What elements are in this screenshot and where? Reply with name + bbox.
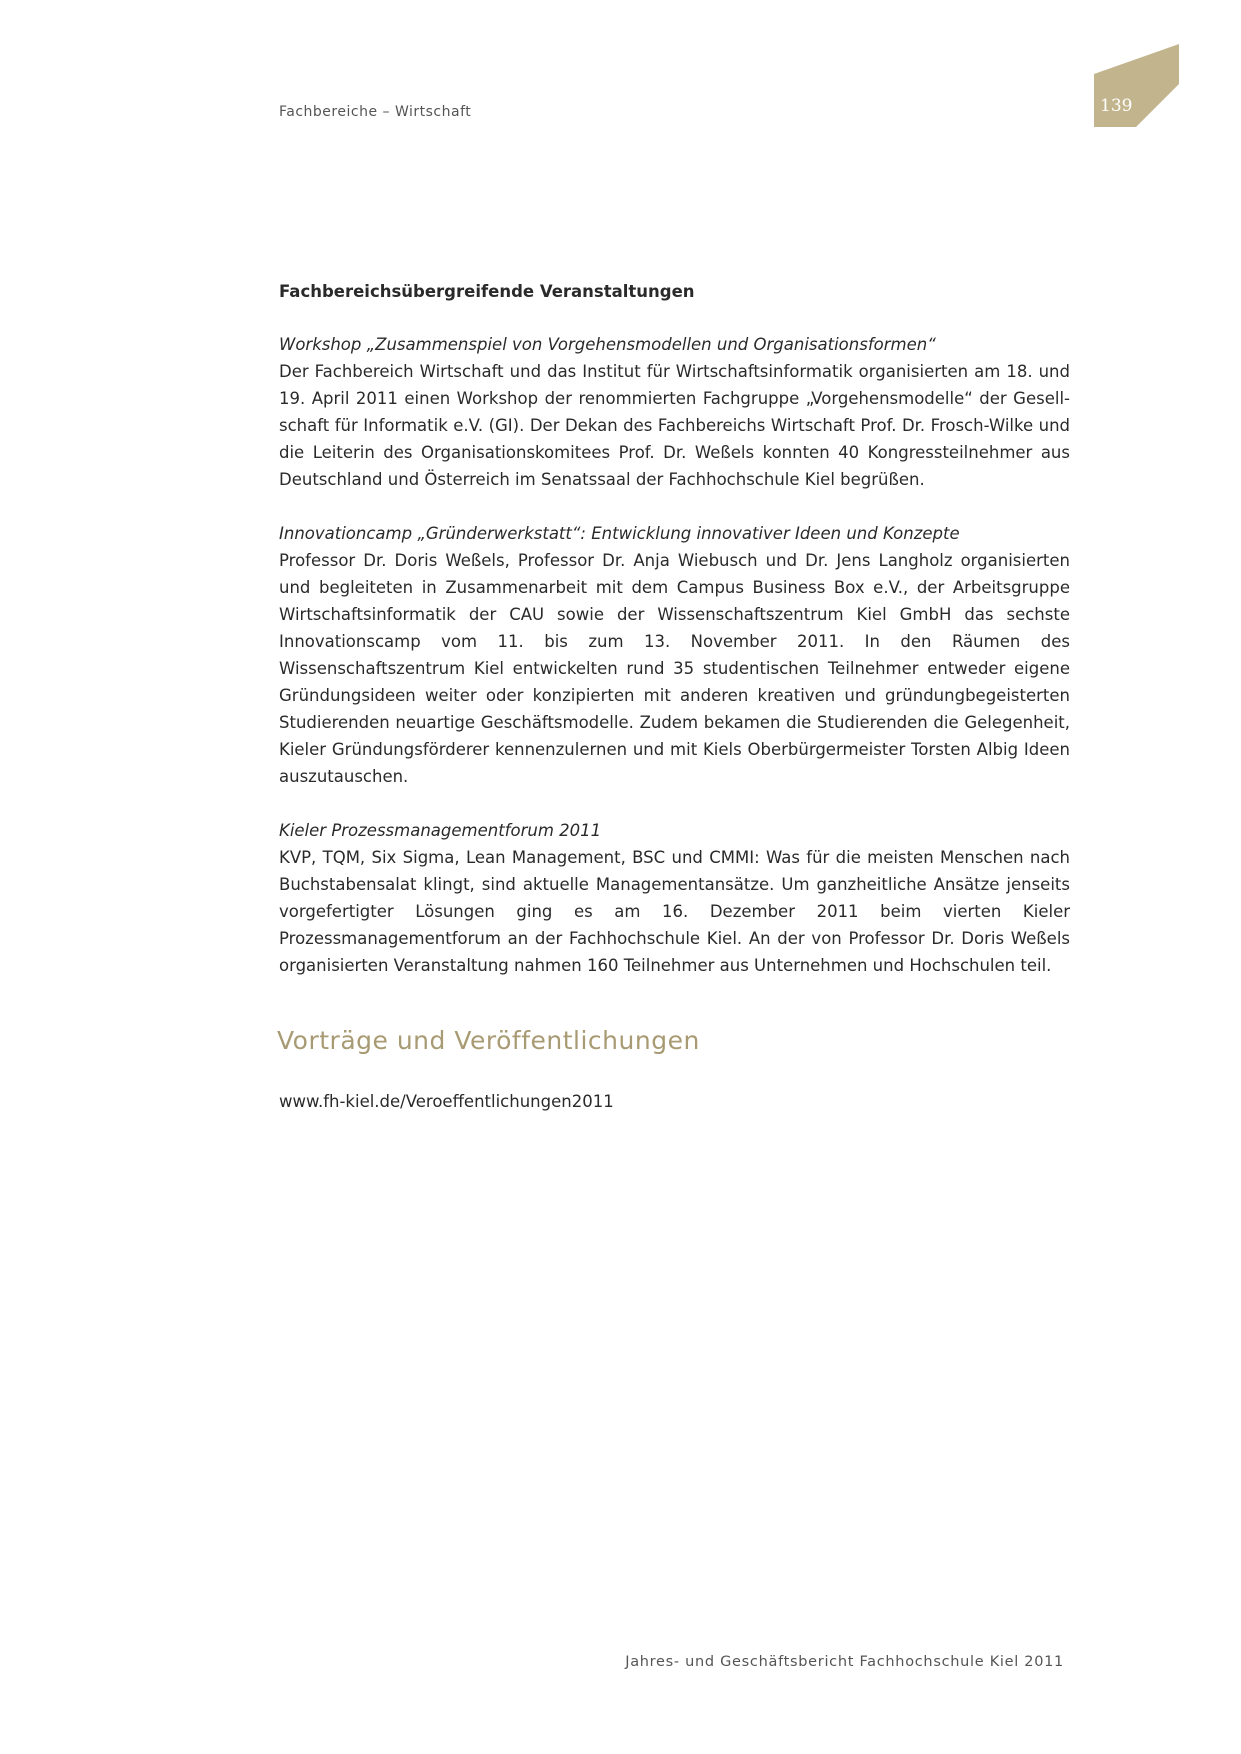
section-heading: Fachbereichsübergreifende Veranstaltungen xyxy=(279,282,695,301)
event-title: Kieler Prozessmanagementforum 2011 xyxy=(279,821,602,840)
publications-heading: Vorträge und Veröffentlichungen xyxy=(277,1026,700,1055)
event-title: Workshop „Zusammenspiel von Vorgehensmodellen und Organisationsformen“ xyxy=(279,335,936,354)
event-title: Innovationcamp „Gründerwerkstatt“: Entwicklung innovativer Ideen und Konzepte xyxy=(279,524,960,543)
publications-link[interactable]: www.fh-kiel.de/Veroeffentlichungen2011 xyxy=(279,1092,614,1111)
running-header: Fachbereiche – Wirtschaft xyxy=(279,104,472,120)
page-footer: Jahres- und Geschäftsbericht Fachhochschule Kiel 2011 xyxy=(625,1654,1064,1670)
main-content xyxy=(279,278,1070,1006)
event-body: KVP, TQM, Six Sigma, Lean Management, BSC und CMMI: Was für die meisten Menschen nach Buchstabensalat klingt, sind aktuelle Managementansätze. Um ganzheitliche Ansätze jenseits vorgefertigter Lösungen ging es am 16. Dezember 2011 beim vierten Kieler Prozessmanagementforum an der Fachhochschule Kiel. An der von Professor Dr. Doris Weßels organisierten Veranstaltung nahmen 160 Teilnehmer aus Unternehmen und Hochschulen teil. xyxy=(279,848,1070,975)
event-body: Der Fachbereich Wirtschaft und das Institut für Wirtschaftsinformatik organisierten am 18. und 19. April 2011 einen Workshop der renommierten Fachgruppe „Vorgehensmodelle“ der Gesellschaft für Informatik e.V. (GI). Der Dekan des Fachbereichs Wirtschaft Prof. Dr. Frosch-Wilke und die Leiterin des Organisationskomitees Prof. Dr. Weßels konnten 40 Kongressteilnehmer aus Deutschland und Österreich im Senatssaal der Fachhochschule Kiel begrüßen. xyxy=(279,362,1070,489)
page-number: 139 xyxy=(1100,96,1133,116)
event-body: Professor Dr. Doris Weßels, Professor Dr. Anja Wiebusch und Dr. Jens Langholz organisierten und begleiteten in Zusammenarbeit mit dem Campus Business Box e.V., der Arbeitsgruppe Wirtschaftsinformatik der CAU sowie der Wissenschaftszentrum Kiel GmbH das sechste Innovationscamp vom 11. bis zum 13. November 2011. In den Räumen des Wissenschaftszentrum Kiel entwickelten rund 35 studentischen Teilnehmer entweder eigene Gründungsideen weiter oder konzipierten mit anderen kreativen und gründungbegeisterten Studierenden neuartige Geschäftsmodelle. Zudem bekamen die Studierenden die Gelegenheit, Kieler Gründungsförderer kennenzulernen und mit Kiels Oberbürgermeister Torsten Albig Ideen auszutauschen. xyxy=(279,551,1070,786)
